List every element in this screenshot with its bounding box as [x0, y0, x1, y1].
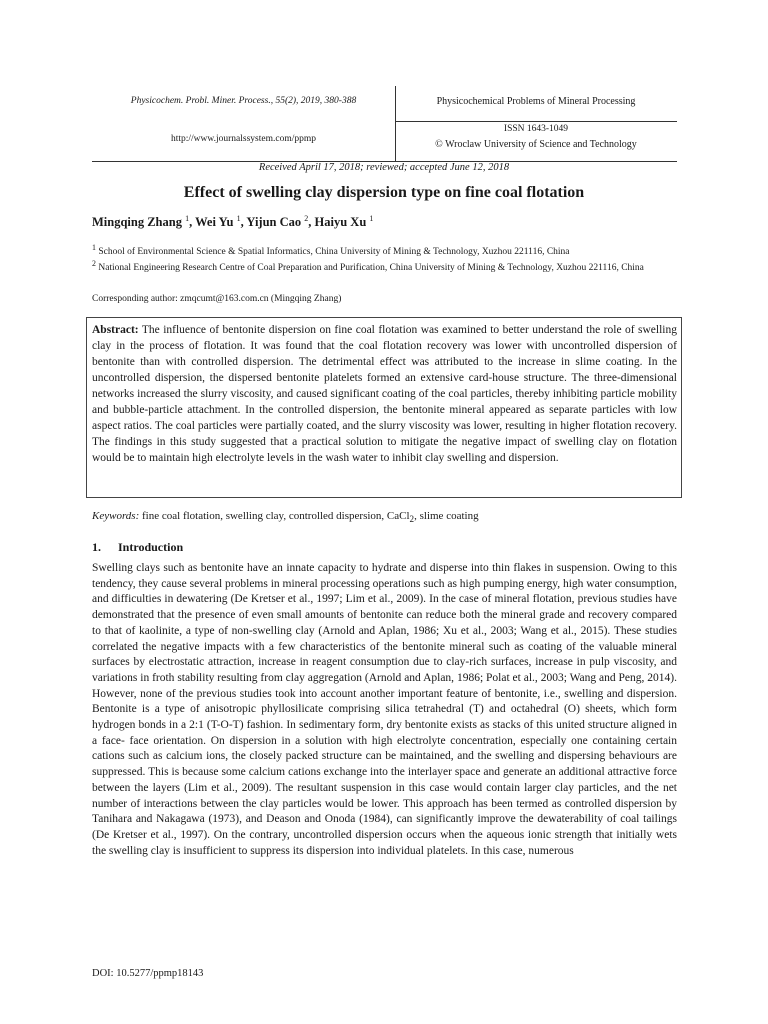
- author-affiliation-mark: 1: [236, 214, 241, 223]
- section-title: Introduction: [118, 540, 184, 554]
- section-heading-introduction: [92, 540, 183, 555]
- affiliation-mark: 2: [92, 259, 96, 268]
- author-name: Haiyu Xu: [314, 215, 367, 230]
- journal-copyright: © Wroclaw University of Science and Technology: [435, 139, 637, 150]
- header-divider-horizontal: [395, 121, 677, 122]
- author-separator: ,: [189, 215, 196, 230]
- journal-url[interactable]: http://www.journalssystem.com/ppmp: [170, 134, 317, 144]
- affiliation-text: School of Environmental Science & Spatial Informatics, China University of Mining & Technology, Xuzhou 221116, China: [98, 247, 570, 258]
- doi[interactable]: DOI: 10.5277/ppmp18143: [92, 968, 204, 979]
- affiliation-2: [92, 256, 677, 276]
- journal-issn: ISSN 1643-1049: [503, 124, 569, 134]
- abstract: [92, 322, 677, 466]
- journal-citation: Physicochem. Probl. Miner. Process., 55(2), 2019, 380-388: [130, 96, 357, 106]
- author-separator: ,: [240, 215, 247, 230]
- abstract-text: The influence of bentonite dispersion on fine coal flotation was examined to better understand the role of swelling clay in the process of flotation. It was found that the coal flotation recovery was lower with uncontrolled dispersion of bentonite than with controlled dispersion. The detrimental effect was attributed to the increase in slime coating. In the uncontrolled dispersion, the dispersed bentonite platelets formed an extensive card-house structure. The three-dimensional networks increased the slurry viscosity, and caused significant coating of the coal particles, thereby inhibiting particle mobility and bubble-particle attachment. In the controlled dispersion, the bentonite mineral appeared as separate particles with low aspect ratios. The coal particles were partially coated, and the slurry viscosity was lower, resulting in higher flotation recovery. The findings in this study suggested that a practical solution to mitigate the negative impact of swelling clay on flotation would be to maintain high electrolyte levels in the wash water to inhibit clay swelling and dispersion.: [92, 324, 678, 464]
- keywords: [92, 510, 677, 524]
- author-affiliation-mark: 2: [304, 214, 309, 223]
- author-name: Mingqing Zhang: [92, 215, 182, 230]
- affiliation-mark: 1: [92, 243, 96, 252]
- author-name: Yijun Cao: [246, 215, 302, 230]
- abstract-label: Abstract:: [92, 324, 139, 336]
- received-dates: Received April 17, 2018; reviewed; accepted June 12, 2018: [258, 162, 510, 173]
- corresponding-author: Corresponding author: zmqcumt@163.com.cn (Mingqing Zhang): [92, 294, 342, 304]
- author-affiliation-mark: 1: [369, 214, 374, 223]
- author-name: Wei Yu: [195, 215, 234, 230]
- paper-title: Effect of swelling clay dispersion type on fine coal flotation: [183, 184, 585, 201]
- journal-name: Physicochemical Problems of Mineral Processing: [436, 96, 636, 107]
- section-number: 1.: [92, 540, 101, 554]
- author-affiliation-mark: 1: [185, 214, 190, 223]
- introduction-body: Swelling clays such as bentonite have an innate capacity to hydrate and disperse into thin flakes in suspension. Owing to this tendency, they cause several problems in mineral processing operations such as high pumping energy, high water consumption, and difficulties in dewatering (De Kretser et al., 1997; Lim et al., 2009). In the case of mineral flotation, previous studies have demonstrated that the presence of even small amounts of bentonite can reduce both the mineral grade and recovery compared to that of kaolinite, a type of non-swelling clay (Arnold and Aplan, 1986; Xu et al., 2003; Wang et al., 2015). These studies correlated the negative impacts with a few characteristics of the bentonite mineral such as coating of the valuable mineral surfaces by electrostatic attraction, increase in reagent consumption due to clay-rich surfaces, increase in pulp viscosity, and variations in froth stability resulting from clay aggregation (Arnold and Aplan, 1986; Polat et al., 2003; Wang and Peng, 2014). However, none of the previous studies took into account another important feature of bentonite, i.e., swelling and dispersion. Bentonite is a type of anisotropic phyllosilicate comprising silica tetrahedral (T) and octahedral (O) sheets, which form hydrogen bonds in a 2:1 (T-O-T) fashion. In sedimentary form, dry bentonite exists as stacks of this united structure aligned in a face- face orientation. On dispersion in a solution with high electrolyte concentration, especially one containing certain cations such as calcium ions, the closely packed structure can be maintained, and the swelling and dispersing behaviours are suppressed. This is because some calcium cations exchange into the interlayer space and generate an additional attractive force between the layers (Lim et al., 2009). The resultant suspension in this case would contain larger clay particles, and the net number of interactions between the clay particles would be lower. This approach has been termed as controlled dispersion by Tanihara and Nakagawa (1973), and Deason and Onoda (1984), can significantly improve the dewaterability of coal tailings (De Kretser et al., 1997). On the contrary, uncontrolled dispersion occurs when the aqueous ionic strength that initially wets the swelling clay is insufficient to suppress its dispersion into individual platelets. In this case, numerous: [92, 562, 677, 857]
- author-list: [92, 214, 373, 230]
- journal-header: [92, 86, 677, 162]
- keywords-text-end: , slime coating: [414, 510, 479, 522]
- keywords-text: fine coal flotation, swelling clay, controlled dispersion, CaCl: [142, 510, 410, 522]
- keywords-subscript: 2: [409, 514, 415, 525]
- keywords-label: Keywords:: [92, 510, 140, 522]
- affiliation-text: National Engineering Research Centre of Coal Preparation and Purification, China University of Mining & Technology, Xuzhou 221116, China: [98, 263, 644, 274]
- author-separator: ,: [308, 215, 315, 230]
